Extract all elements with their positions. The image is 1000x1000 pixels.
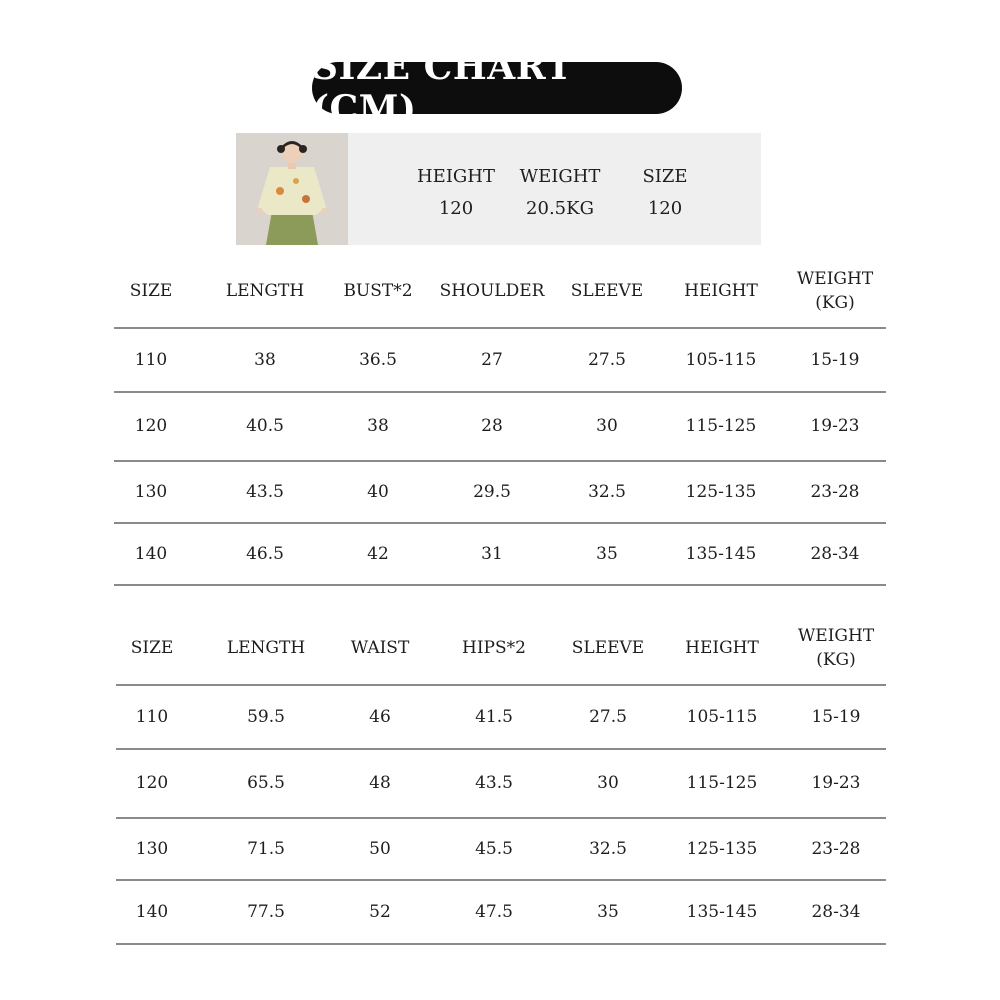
page-title: SIZE CHART (CM) (312, 62, 682, 114)
table-cell: 115-125 (686, 773, 758, 793)
column-header: LENGTH (226, 638, 306, 658)
column-header: HIPS*2 (462, 638, 526, 658)
table-cell: 110 (135, 706, 169, 727)
model-size: SIZE 120 (642, 166, 688, 219)
table-cell: 140 (135, 901, 169, 922)
table-cell: 15-19 (810, 349, 860, 370)
table-cell: 115-125 (685, 416, 757, 436)
column-header: SLEEVE (570, 281, 644, 301)
table-row (114, 328, 886, 391)
table-cell: 28 (481, 416, 503, 436)
table-cell: 65.5 (247, 773, 285, 793)
table-cell: 35 (597, 901, 619, 922)
table-cell: 28-34 (811, 901, 861, 922)
table-cell: 15-19 (811, 706, 861, 727)
table-row (116, 749, 886, 817)
table-row (116, 880, 886, 943)
table-cell: 50 (369, 838, 391, 859)
table-cell: 71.5 (247, 838, 285, 859)
table-header-row (114, 255, 886, 327)
table-header-row (116, 612, 886, 684)
table-cell: 135-145 (686, 901, 758, 922)
table-cell: 38 (254, 349, 276, 370)
column-header: WEIGHT (KG) (796, 269, 874, 313)
table-cell: 120 (134, 416, 168, 436)
model-reference-panel (236, 133, 761, 245)
table-cell: 31 (481, 543, 503, 564)
table-row (116, 818, 886, 879)
table-cell: 28-34 (810, 543, 860, 564)
table-cell: 125-135 (686, 838, 758, 859)
table-cell: 27 (481, 349, 503, 370)
table-cell: 40.5 (246, 416, 284, 436)
column-header: SIZE (130, 638, 174, 658)
table-row (114, 461, 886, 522)
table-cell: 29.5 (473, 481, 511, 502)
table-cell: 77.5 (247, 901, 285, 922)
table-cell: 27.5 (588, 349, 626, 370)
model-weight: WEIGHT 20.5KG (519, 166, 601, 219)
top-size-table (114, 255, 886, 585)
column-header: BUST*2 (343, 281, 413, 301)
table-cell: 130 (134, 481, 168, 502)
table-cell: 32.5 (589, 838, 627, 859)
column-header: LENGTH (225, 281, 305, 301)
table-cell: 38 (367, 416, 389, 436)
table-cell: 59.5 (247, 706, 285, 727)
table-cell: 23-28 (811, 838, 861, 859)
column-header: SIZE (129, 281, 173, 301)
row-divider (114, 584, 886, 586)
table-cell: 19-23 (810, 416, 860, 436)
table-cell: 120 (135, 773, 169, 793)
table-cell: 52 (369, 901, 391, 922)
table-cell: 42 (367, 543, 389, 564)
table-cell: 125-135 (685, 481, 757, 502)
table-cell: 46 (369, 706, 391, 727)
table-cell: 43.5 (475, 773, 513, 793)
table-cell: 35 (596, 543, 618, 564)
column-header: HEIGHT (684, 281, 758, 301)
table-cell: 140 (134, 543, 168, 564)
table-cell: 45.5 (475, 838, 513, 859)
table-cell: 36.5 (359, 349, 397, 370)
table-cell: 48 (369, 773, 391, 793)
table-cell: 135-145 (685, 543, 757, 564)
child-model-photo (236, 133, 348, 245)
bottom-size-table (116, 612, 886, 944)
column-header: WEIGHT (KG) (797, 626, 875, 670)
table-cell: 47.5 (475, 901, 513, 922)
table-cell: 30 (597, 773, 619, 793)
table-cell: 105-115 (686, 706, 758, 727)
table-cell: 46.5 (246, 543, 284, 564)
column-header: WAIST (350, 638, 410, 658)
table-row (114, 392, 886, 460)
column-header: SLEEVE (571, 638, 645, 658)
table-cell: 32.5 (588, 481, 626, 502)
table-cell: 43.5 (246, 481, 284, 502)
model-height: HEIGHT 120 (416, 166, 496, 219)
table-row (116, 685, 886, 748)
table-cell: 130 (135, 838, 169, 859)
row-divider (116, 943, 886, 945)
table-row (114, 523, 886, 584)
table-cell: 105-115 (685, 349, 757, 370)
table-cell: 110 (134, 349, 168, 370)
table-cell: 41.5 (475, 706, 513, 727)
table-cell: 30 (596, 416, 618, 436)
column-header: HEIGHT (685, 638, 759, 658)
column-header: SHOULDER (439, 281, 545, 301)
table-cell: 23-28 (810, 481, 860, 502)
table-cell: 40 (367, 481, 389, 502)
table-cell: 19-23 (811, 773, 861, 793)
table-cell: 27.5 (589, 706, 627, 727)
model-stats (348, 133, 761, 245)
